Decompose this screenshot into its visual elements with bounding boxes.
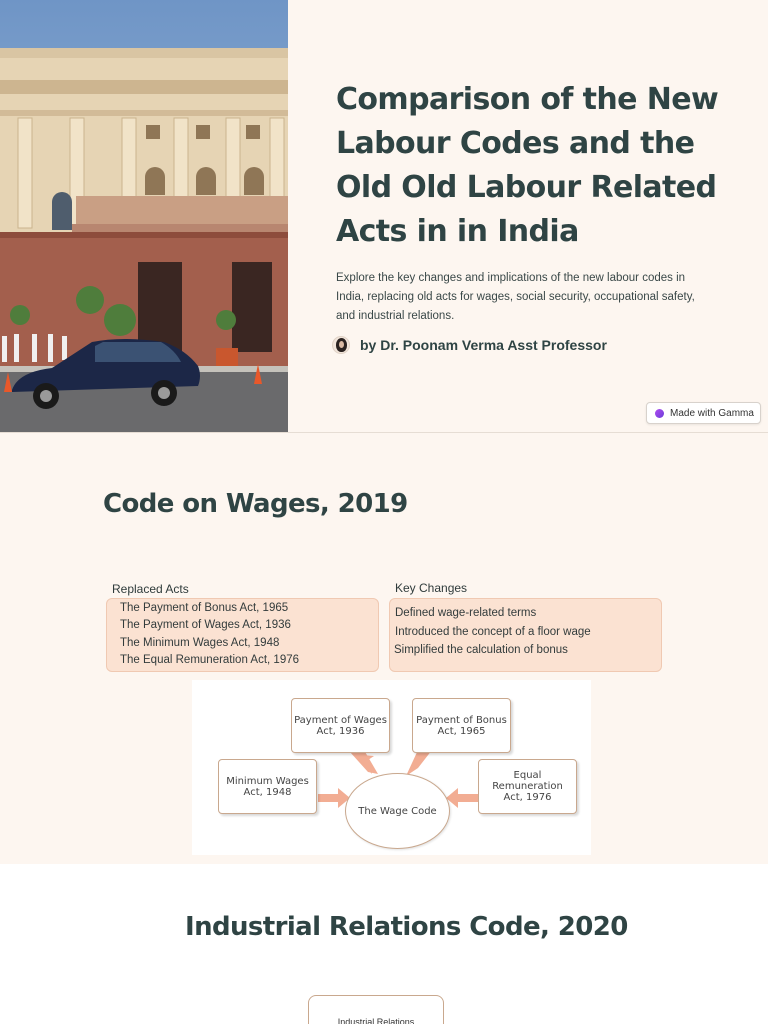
replaced-acts-card — [106, 598, 379, 672]
slide-title: Code on Wages, 2019 — [103, 489, 408, 519]
list-item: Simplified the calculation of bonus — [394, 644, 568, 656]
list-item: The Payment of Wages Act, 1936 — [120, 619, 291, 631]
key-changes-card — [389, 598, 662, 672]
author-avatar — [332, 336, 350, 354]
list-item: The Minimum Wages Act, 1948 — [120, 637, 280, 649]
gamma-logo-icon — [655, 409, 664, 418]
wage-code-diagram — [192, 680, 591, 855]
title-slide — [0, 0, 768, 433]
list-item: The Equal Remuneration Act, 1976 — [120, 654, 300, 666]
payment-of-wages-box: Payment of Wages Act, 1936 — [291, 698, 390, 753]
presentation-subtitle: Explore the key changes and implications of the new labour codes in India, replacing old acts for wages, social security, occupational safety, and industrial relations. — [336, 272, 695, 322]
author-name: by Dr. Poonam Verma Asst Professor — [360, 337, 607, 353]
list-item: Introduced the concept of a floor wage — [395, 626, 591, 638]
key-changes-heading: Key Changes — [395, 581, 468, 595]
gamma-badge-label: Made with Gamma — [670, 407, 754, 419]
author-line — [332, 336, 607, 354]
made-with-gamma-badge[interactable] — [646, 402, 761, 424]
equal-remuneration-box: Equal Remuneration Act, 1976 — [478, 759, 577, 814]
payment-of-bonus-box: Payment of Bonus Act, 1965 — [412, 698, 511, 753]
presentation-title: Comparison of the New Labour Codes and the Old Old Labour Related Acts in in India — [336, 82, 719, 249]
list-item: The Payment of Bonus Act, 1965 — [120, 602, 289, 614]
replaced-acts-heading: Replaced Acts — [112, 582, 189, 596]
industrial-relations-box: Industrial Relations — [308, 995, 444, 1024]
industrial-relations-slide — [0, 864, 768, 1024]
code-on-wages-slide — [0, 433, 768, 864]
list-item: Defined wage-related terms — [395, 607, 537, 619]
minimum-wages-box: Minimum Wages Act, 1948 — [218, 759, 317, 814]
wage-code-circle: The Wage Code — [345, 773, 450, 849]
slide-title: Industrial Relations Code, 2020 — [185, 912, 628, 942]
parliament-photo — [0, 0, 288, 432]
